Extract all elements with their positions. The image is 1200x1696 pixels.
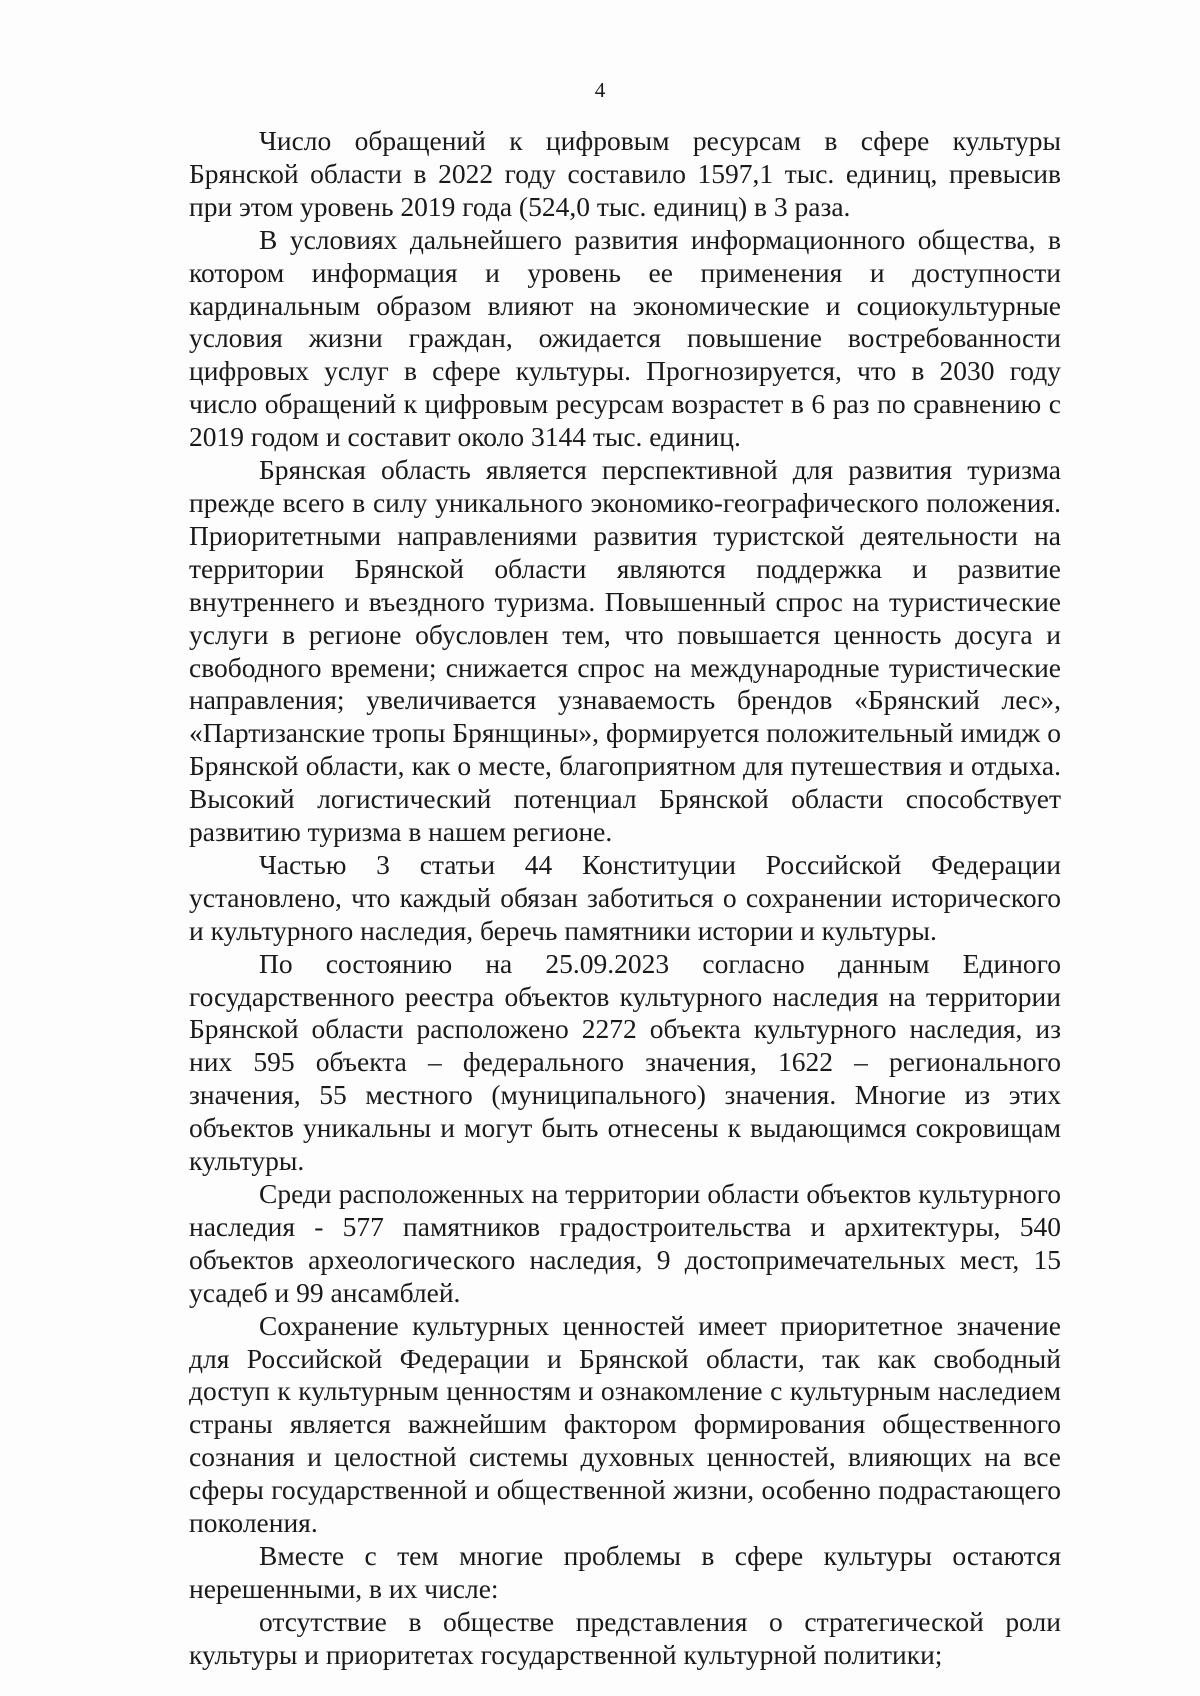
list-item-problem: отсутствие в обществе представления о стратегической роли культуры и приоритетах государственной культурной политики;	[189, 1605, 1061, 1670]
paragraph-heritage-registry: По состоянию на 25.09.2023 согласно данным Единого государственного реестра объектов культурного наследия на территории Брянской области расположено 2272 объекта культурного наследия, из них 595 объекта – федерального значения, 1622 – регионального значения, 55 местного (муниципального) значения. Многие из этих объектов уникальны и могут быть отнесены к выдающимся сокровищам культуры.	[189, 947, 1061, 1177]
paragraph-problems-intro: Вместе с тем многие проблемы в сфере культуры остаются нерешенными, в их числе:	[189, 1539, 1061, 1604]
page-number: 4	[594, 78, 606, 102]
paragraph-constitution: Частью 3 статьи 44 Конституции Российской Федерации установлено, что каждый обязан заботиться о сохранении исторического и культурного наследия, беречь памятники истории и культуры.	[189, 848, 1061, 946]
paragraph-tourism: Брянская область является перспективной для развития туризма прежде всего в силу уникального экономико-географического положения. Приоритетными направлениями развития туристской деятельности на территории Брянской области являются поддержка и развитие внутреннего и въездного туризма. Повышенный спрос на туристические услуги в регионе обусловлен тем, что повышается ценность досуга и свободного времени; снижается спрос на международные туристические направления; увеличивается узнаваемость брендов «Брянский лес», «Партизанские тропы Брянщины», формируется положительный имидж о Брянской области, как о месте, благоприятном для путешествия и отдыха. Высокий логистический потенциал Брянской области способствует развитию туризма в нашем регионе.	[189, 454, 1061, 848]
paragraph-heritage-types: Среди расположенных на территории области объектов культурного наследия - 577 памятников градостроительства и архитектуры, 540 объектов археологического наследия, 9 достопримечательных мест, 15 усадеб и 99 ансамблей.	[189, 1178, 1061, 1308]
paragraph-digital-resources: Число обращений к цифровым ресурсам в сфере культуры Брянской области в 2022 году составило 1597,1 тыс. единиц, превысив при этом уровень 2019 года (524,0 тыс. единиц) в 3 раза.	[189, 125, 1061, 222]
paragraph-cultural-values: Сохранение культурных ценностей имеет приоритетное значение для Российской Федерации и Брянской области, так как свободный доступ к культурным ценностям и ознакомление с культурным наследием страны является важнейшим фактором формирования общественного сознания и целостной системы духовных ценностей, влияющих на все сферы государственной и общественной жизни, особенно подрастающего поколения.	[189, 1309, 1061, 1539]
paragraph-information-society: В условиях дальнейшего развития информационного общества, в котором информация и уровень ее применения и доступности кардинальным образом влияют на экономические и социокультурные условия жизни граждан, ожидается повышение востребованности цифровых услуг в сфере культуры. Прогнозируется, что в 2030 году число обращений к цифровым ресурсам возрастет в 6 раз по сравнению с 2019 годом и составит около 3144 тыс. единиц.	[189, 223, 1061, 453]
document-body	[189, 125, 1061, 1672]
